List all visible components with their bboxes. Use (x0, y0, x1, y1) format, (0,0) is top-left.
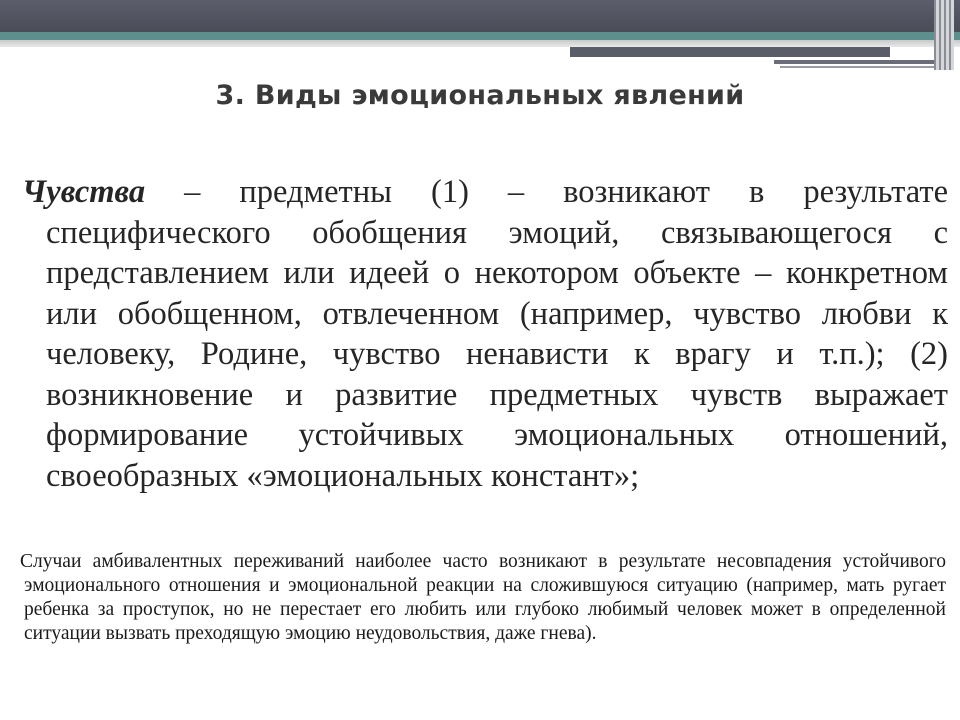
main-paragraph (22, 172, 948, 496)
header-decoration-line (774, 60, 946, 64)
header-band-gray (0, 40, 960, 47)
header-decoration-tab (570, 47, 890, 57)
secondary-paragraph: Случаи амбивалентных переживаний наиболее часто возникают в результате несовпадения устойчивого эмоционального отношения и эмоциональной реакции на сложившуюся ситуацию (например, мать ругает ребенка за проступок, но не перестает его любить или глубоко любимый человек может в определенной ситуации вызвать преходящую эмоцию неудовольствия, даже гнева). (20, 551, 946, 644)
header-band-dark (0, 0, 960, 32)
slide-title: 3. Виды эмоциональных явлений (215, 80, 745, 111)
header-decoration-stripes (934, 0, 954, 70)
main-paragraph-text: – предметны (1) – возникают в результате специфического обобщения эмоций, связывающегося с представлением или идеей о некотором объекте – конкретном или обобщенном, отвлеченном (например, чувство любви к человеку, Родине, чувство ненависти к врагу и т.п.); (2) возникновение и развитие предметных чувств выражает формирование устойчивых эмоциональных отношений, своеобразных «эмоциональных констант»; (46, 174, 948, 494)
header-band-teal (0, 32, 960, 40)
term-feelings: Чувства (22, 174, 146, 210)
header-decoration-line-thin (780, 66, 946, 68)
